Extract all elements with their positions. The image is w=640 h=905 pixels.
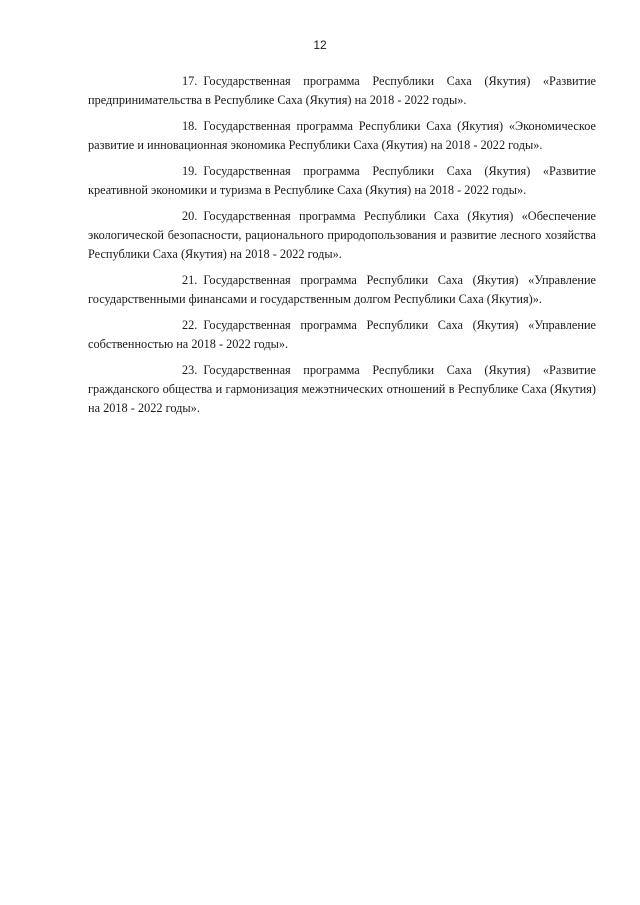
list-item	[88, 361, 596, 419]
list-item-number: 17.	[182, 74, 198, 88]
list-item-number: 21.	[182, 272, 198, 287]
list-item	[88, 162, 596, 200]
list-item-text: Государственная программа Республики Саха (Якутия) «Управление государственными финансами и государственным долгом Республики Саха (Якутия)».	[88, 272, 596, 307]
list-item-text: Государственная программа Республики Саха (Якутия) «Развитие креативной экономики и туризма в Республике Саха (Якутия) на 2018 - 2022 годы».	[88, 163, 596, 198]
page-number: 12	[313, 38, 327, 52]
program-list	[88, 72, 596, 425]
list-item-number: 22.	[182, 317, 198, 332]
list-item-number: 18.	[182, 118, 198, 133]
list-item-number: 19.	[182, 163, 198, 178]
list-item	[88, 207, 596, 265]
list-item-text: Государственная программа Республики Саха (Якутия) «Управление собственностью на 2018 - 2022 годы».	[88, 317, 596, 351]
list-item-number: 23.	[182, 362, 198, 377]
list-item-text: Государственная программа Республики Саха (Якутия) «Экономическое развитие и инновационная экономика Республики Саха (Якутия) на 2018 - 2022 годы».	[88, 118, 596, 153]
list-item-text: Государственная программа Республики Саха (Якутия) «Развитие предпринимательства в Республике Саха (Якутия) на 2018 - 2022 годы».	[88, 74, 596, 108]
list-item	[88, 316, 596, 354]
list-item	[88, 117, 596, 155]
list-item-text: Государственная программа Республики Саха (Якутия) «Развитие гражданского общества и гармонизация межэтнических отношений в Республике Саха (Якутия) на 2018 - 2022 годы».	[88, 362, 596, 416]
list-item-text: Государственная программа Республики Саха (Якутия) «Обеспечение экологической безопасности, рационального природопользования и развитие лесного хозяйства Республики Саха (Якутия) на 2018 - 2022 годы».	[88, 208, 596, 262]
list-item	[88, 271, 596, 309]
list-item-number: 20.	[182, 208, 198, 223]
list-item	[88, 72, 596, 110]
